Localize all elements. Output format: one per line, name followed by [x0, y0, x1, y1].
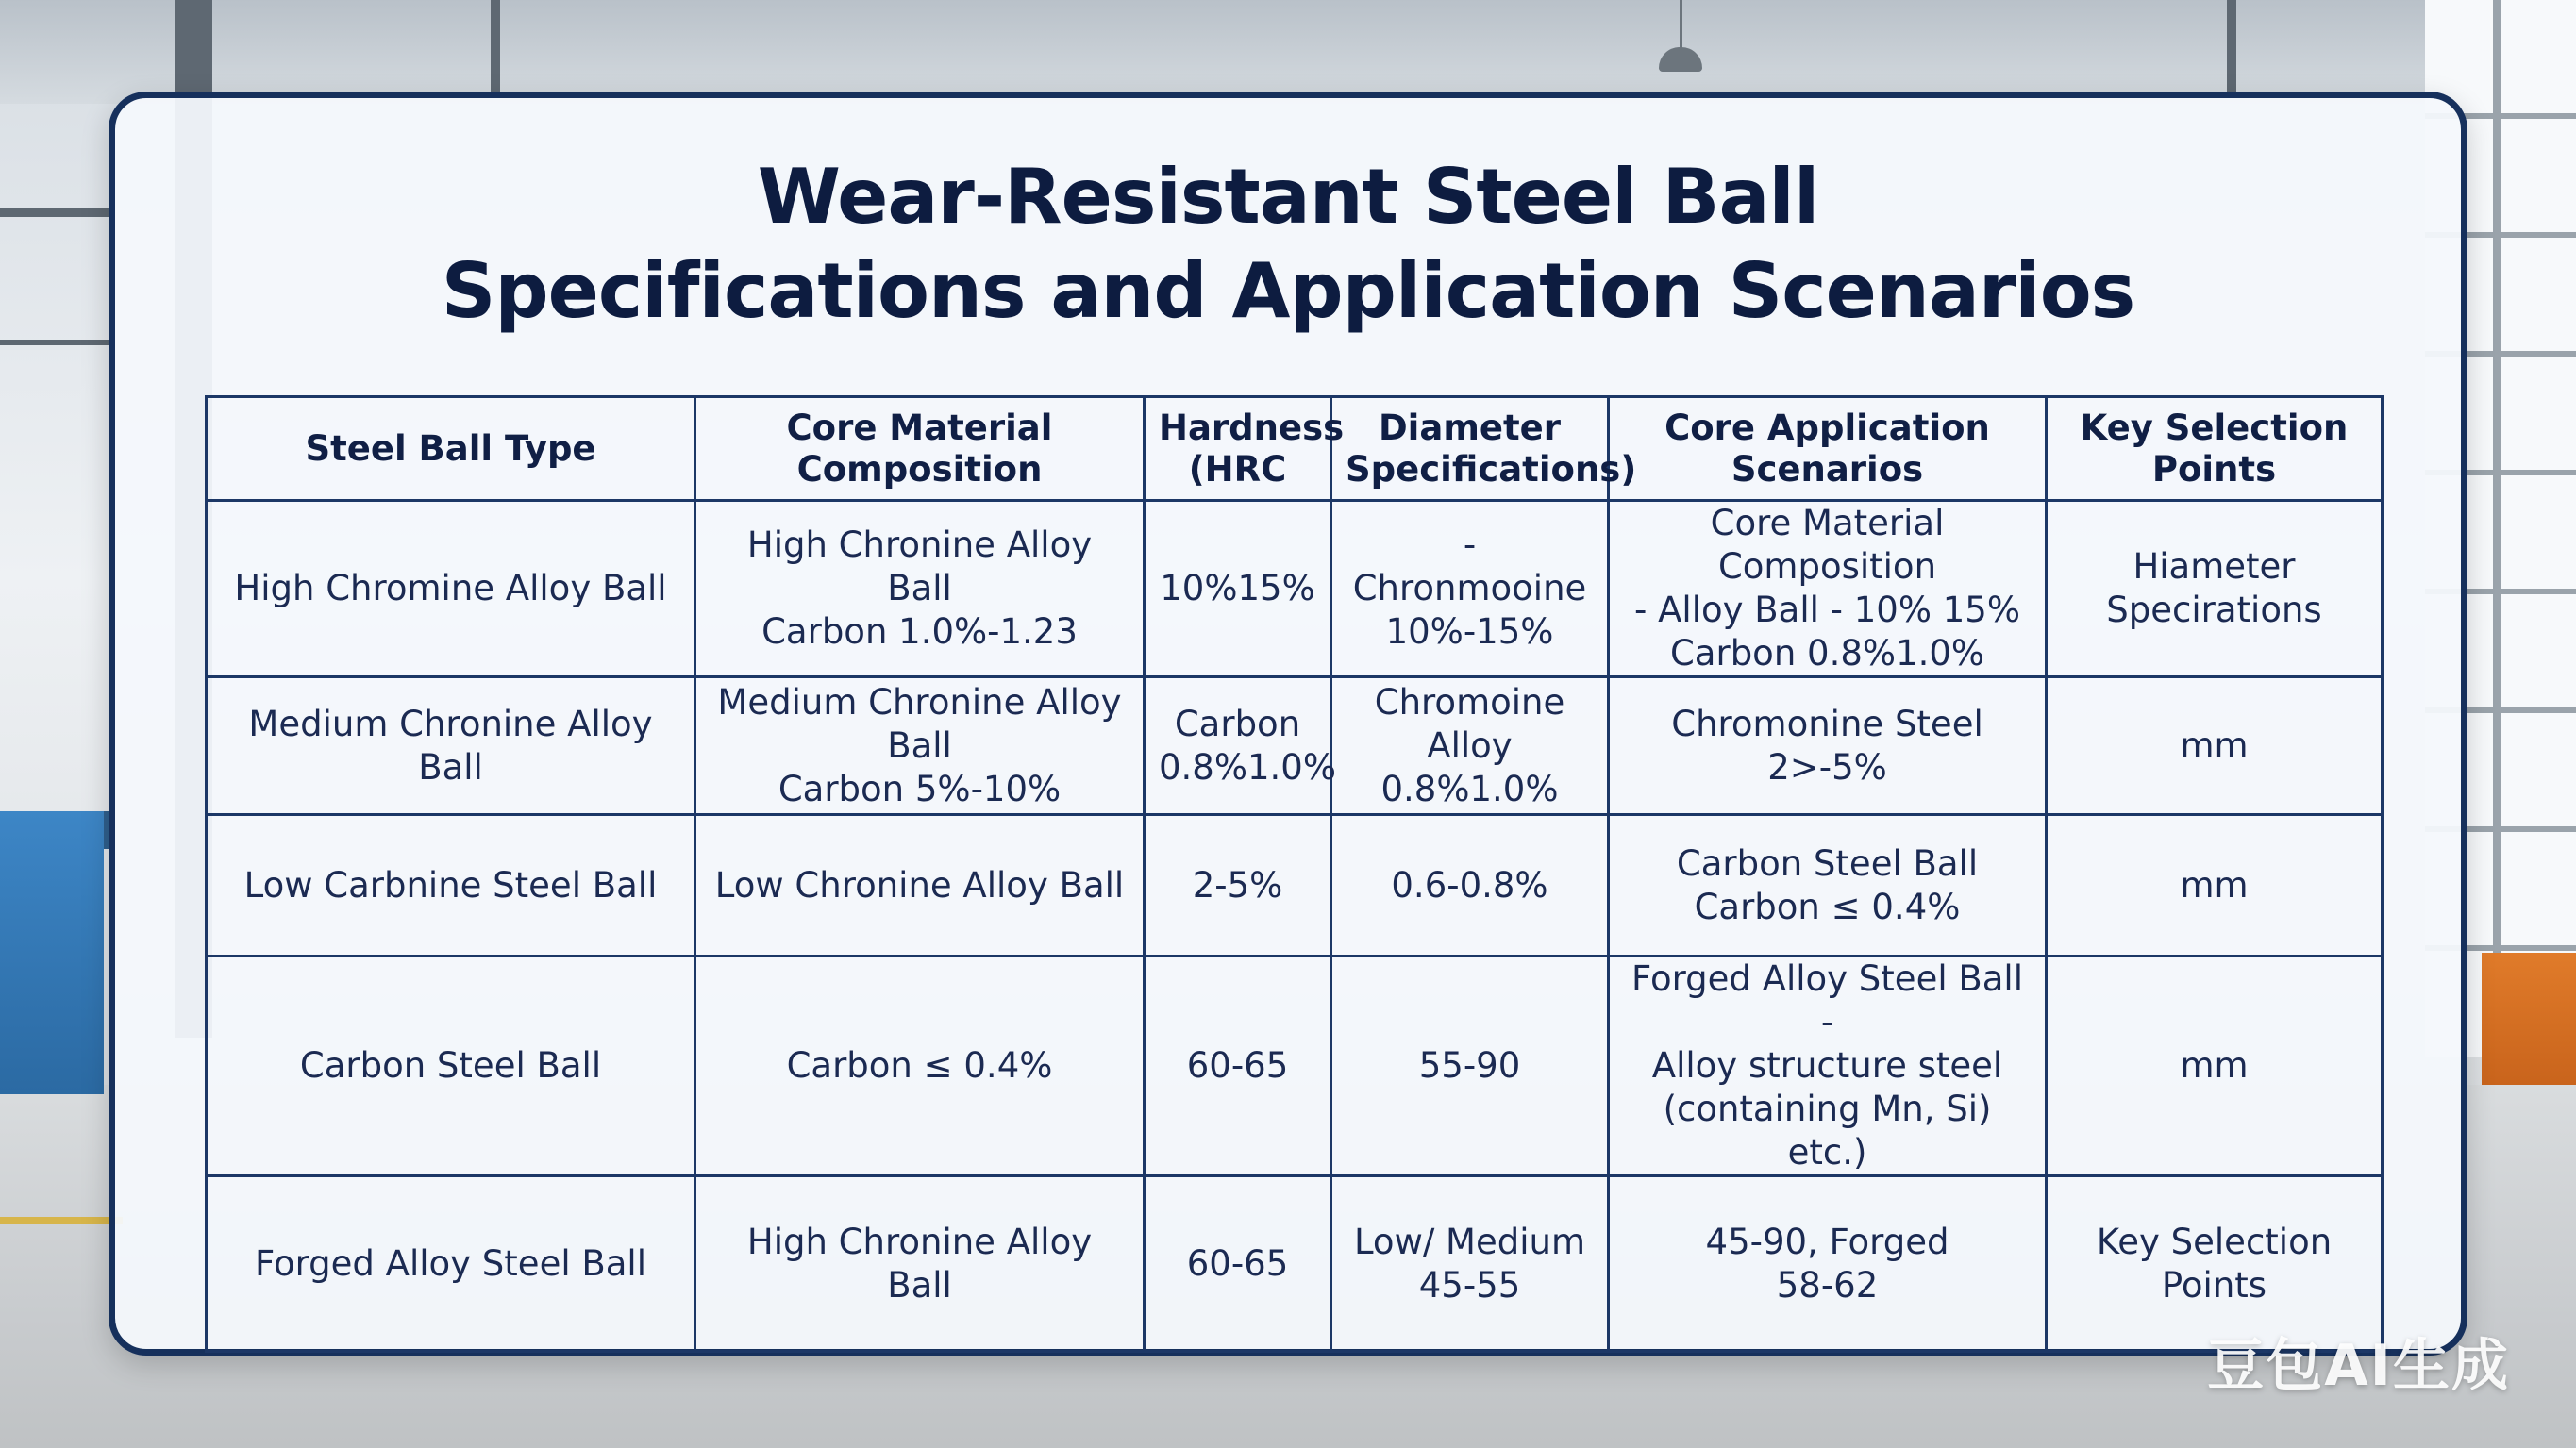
table-row — [207, 501, 2383, 677]
table-row — [207, 677, 2383, 815]
table-header-row — [207, 397, 2383, 501]
cell-text: 10%-15% — [1385, 611, 1554, 652]
cell-text: - Alloy Ball - 10% 15% — [1633, 590, 2020, 630]
cell-text: Carbon Steel Ball — [1676, 842, 1979, 884]
cell-text: High Chronine Alloy — [746, 1221, 1093, 1262]
cell-text: Alloy structure steel — [1651, 1045, 2003, 1086]
lamp-cord — [1680, 0, 1682, 49]
column-header — [2047, 397, 2383, 501]
cell-text: 0.8%1.0% — [1380, 768, 1559, 809]
table-row — [207, 815, 2383, 957]
cell-text: Carbon ≤ 0.4% — [786, 1045, 1053, 1086]
watermark: 豆包AI生成 — [2207, 1333, 2510, 1399]
window-mullion — [2493, 0, 2501, 1057]
table-cell — [695, 677, 1145, 815]
cell-text: Carbon 5%-10% — [778, 768, 1062, 809]
cell-text: Chromoine Alloy — [1374, 681, 1565, 766]
spec-table — [205, 395, 2384, 1353]
page-title — [115, 150, 2461, 339]
cell-text: 58-62 — [1776, 1264, 1879, 1306]
steel-beam — [2227, 0, 2236, 94]
header-text: Core Material Composition — [786, 407, 1053, 490]
cell-text: 0.8%1.0% — [1159, 746, 1336, 788]
table-cell — [1145, 501, 1331, 677]
table-cell — [2047, 501, 2383, 677]
title-line-1: Wear-Resistant Steel Ball — [757, 153, 1819, 241]
table-cell — [1331, 501, 1609, 677]
column-header — [695, 397, 1145, 501]
cell-text: Ball — [887, 1264, 952, 1306]
table-cell — [207, 815, 695, 957]
cell-text: Carbon 1.0%-1.23 — [761, 611, 1078, 652]
column-header — [207, 397, 695, 501]
header-text: Diameter — [1378, 407, 1562, 448]
table-cell — [1331, 1176, 1609, 1352]
column-header — [1609, 397, 2047, 501]
table-cell — [695, 1176, 1145, 1352]
cell-text: Carbon 0.8%1.0% — [1669, 633, 1985, 674]
header-text: Specifications) — [1346, 448, 1637, 490]
table-cell — [1145, 1176, 1331, 1352]
column-header — [1145, 397, 1345, 501]
spec-card — [109, 92, 2467, 1356]
cell-text: mm — [2180, 1045, 2249, 1086]
table-row — [207, 957, 2383, 1176]
steel-beam — [0, 340, 113, 345]
cell-text: Low/ Medium — [1353, 1221, 1586, 1262]
steel-beam — [0, 208, 113, 217]
cell-text: High Chronine Alloy Ball — [746, 524, 1093, 608]
header-text: Core Application Scenarios — [1664, 407, 1990, 490]
table-cell — [2047, 815, 2383, 957]
cell-text: Chromonine Steel — [1671, 703, 1983, 744]
cell-text: Forged Alloy Steel Ball — [254, 1242, 646, 1284]
cell-text: 45-90, Forged — [1705, 1221, 1949, 1262]
table-cell — [1609, 501, 2047, 677]
cell-text: Carbon ≤ 0.4% — [1694, 886, 1961, 927]
table-cell — [1609, 1176, 2047, 1352]
table-cell — [1609, 815, 2047, 957]
column-header — [1331, 397, 1637, 501]
cell-text: Carbon Steel Ball — [299, 1045, 602, 1086]
ceiling — [0, 0, 2576, 104]
table-cell — [695, 957, 1145, 1176]
cell-text: Key Selection — [2096, 1221, 2333, 1262]
table-cell — [207, 957, 695, 1176]
table-cell — [1331, 815, 1609, 957]
header-text: Hardness — [1159, 407, 1345, 448]
cell-text: Core Material Composition — [1710, 503, 1945, 587]
cell-text: - Chronmooine — [1352, 524, 1587, 608]
table-cell — [1331, 957, 1609, 1176]
title-line-2: Specifications and Application Scenarios — [441, 247, 2135, 335]
table-cell — [1609, 677, 2047, 815]
cell-text: mm — [2180, 724, 2249, 766]
table-cell — [2047, 957, 2383, 1176]
header-text: (HRC — [1188, 448, 1287, 490]
cell-text: 2>-5% — [1767, 746, 1887, 788]
cell-text: 2-5% — [1192, 864, 1283, 906]
table-cell — [1145, 957, 1331, 1176]
cell-text: 0.6-0.8% — [1391, 864, 1548, 906]
cell-text: mm — [2180, 864, 2249, 906]
blue-machine — [0, 811, 104, 1094]
cell-text: 60-65 — [1186, 1242, 1289, 1284]
table-cell — [1331, 677, 1609, 815]
table-cell — [207, 501, 695, 677]
cell-text: Carbon — [1174, 703, 1301, 744]
floor-marking — [0, 1217, 123, 1224]
table-cell — [1145, 815, 1331, 957]
table-row — [207, 1176, 2383, 1352]
table-cell — [1609, 957, 2047, 1176]
cell-text: 55-90 — [1418, 1045, 1521, 1086]
table-cell — [207, 1176, 695, 1352]
cell-text: 45-55 — [1418, 1264, 1521, 1306]
cell-text: Low Carbnine Steel Ball — [243, 864, 658, 906]
table-body — [207, 501, 2383, 1352]
table-cell — [695, 815, 1145, 957]
cell-text: (containing Mn, Si) etc.) — [1663, 1089, 1992, 1173]
cell-text: Forged Alloy Steel Ball - — [1631, 958, 2023, 1042]
table-cell — [1145, 677, 1336, 815]
cell-text: 10%15% — [1160, 568, 1315, 608]
header-text: Steel Ball Type — [305, 427, 596, 469]
table-cell — [695, 501, 1145, 677]
orange-machine — [2482, 953, 2576, 1085]
cell-text: 60-65 — [1186, 1045, 1289, 1086]
table-cell — [2047, 677, 2383, 815]
cell-text: Hiameter Specirations — [2106, 546, 2322, 630]
cell-text: Medium Chronine Alloy Ball — [717, 681, 1122, 766]
table-cell — [207, 677, 695, 815]
cell-text: High Chromine Alloy Ball — [234, 568, 667, 608]
steel-beam — [491, 0, 500, 94]
header-text: Key Selection Points — [2080, 407, 2349, 490]
cell-text: Medium Chronine Alloy Ball — [248, 703, 653, 788]
cell-text: Low Chronine Alloy Ball — [714, 864, 1125, 906]
cell-text: Points — [2161, 1264, 2267, 1306]
